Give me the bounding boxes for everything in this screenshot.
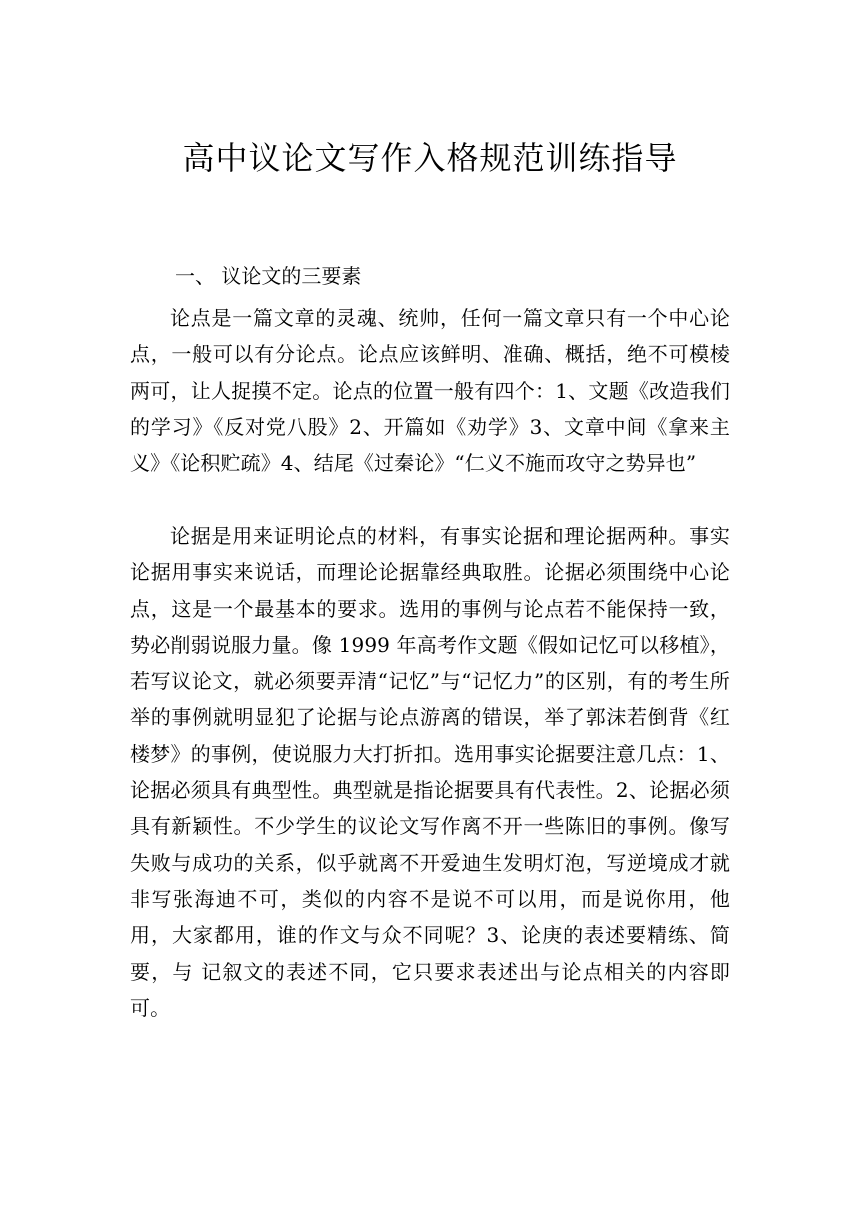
document-title: 高中议论文写作入格规范训练指导 [182, 139, 678, 177]
body-paragraph-thesis: 论点是一篇文章的灵魂、统帅，任何一篇文章只有一个中心论点，一般可以有分论点。论点应该鲜明、准确、概括，绝不可模棱两可，让人捉摸不定。论点的位置一般有四个：1、文题《改造我们的学习》《反对党八股》2、开篇如《劝学》3、文章中间《拿来主义》《论积贮疏》4、结尾《过秦论》“仁义不施而攻守之势异也” [130, 306, 730, 476]
section-heading: 一、 议论文的三要素 [175, 264, 362, 288]
body-paragraph-evidence: 论据是用来证明论点的材料，有事实论据和理论据两种。事实论据用事实来说话，而理论论据靠经典取胜。论据必须围绕中心论点，这是一个最基本的要求。选用的事例与论点若不能保持一致，势必削弱说服力量。像 1999 年高考作文题《假如记忆可以移植》，若写议论文，就必须要弄清“记忆”与“记忆力”的区别，有的考生所举的事例就明显犯了论据与论点游离的错误，举了郭沫若倒背《红楼梦》的事例，使说服力大打折扣。选用事实论据要注意几点：1、论据必须具有典型性。典型就是指论据要具有代表性。2、论据必须具有新颖性。不少学生的议论文写作离不开一些陈旧的事例。像写失败与成功的关系，似乎就离不开爱迪生发明灯泡，写逆境成才就非写张海迪不可，类似的内容不是说不可以用，而是说你用，他用，大家都用，谁的作文与众不同呢？3、论庚的表述要精练、简要，与 记叙文的表述不同，它只要求表述出与论点相关的内容即可。 [130, 524, 730, 1020]
